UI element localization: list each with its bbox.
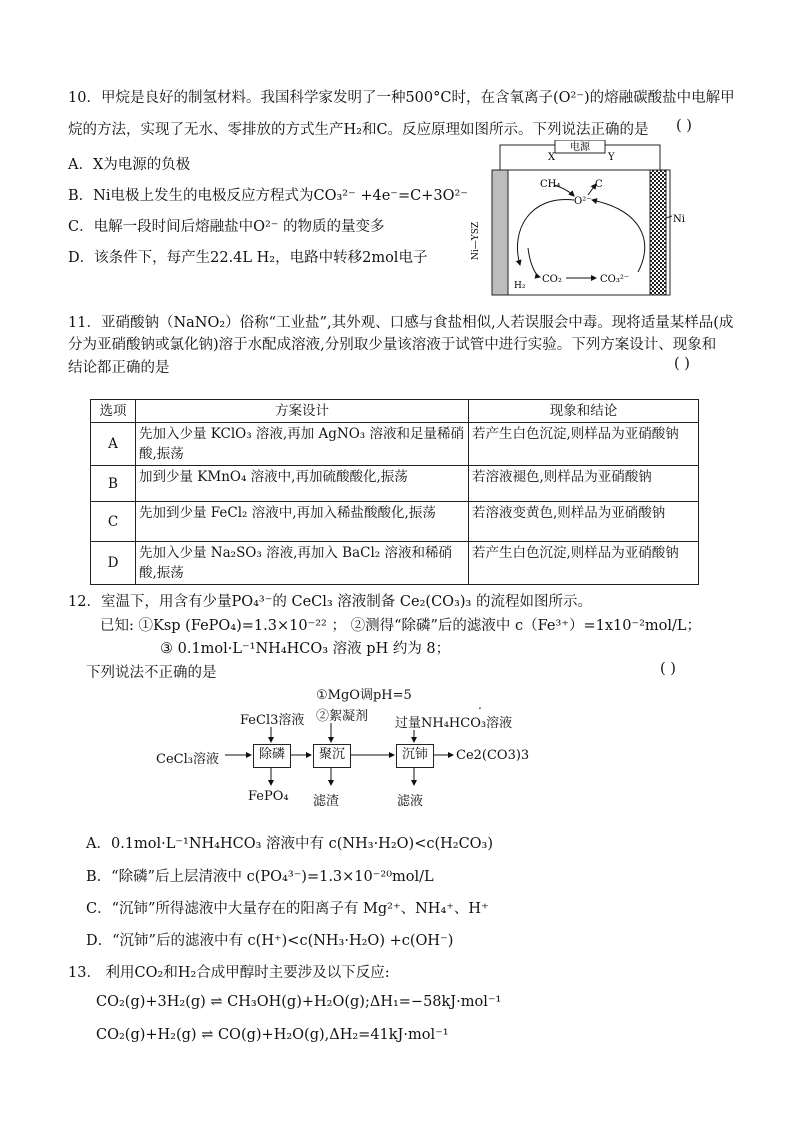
- flow-reagent2a: ①MgO调pH=5: [316, 688, 412, 703]
- left-electrode-label: Ni—YSZ: [471, 221, 481, 260]
- species-h2: H₂: [514, 281, 526, 291]
- row-result: 若产生白色沉淀,则样品为亚硝酸钠: [469, 423, 699, 466]
- row-option: A: [91, 423, 136, 466]
- q12-option-a: A．0.1mol·L⁻¹NH₄HCO₃ 溶液中有 c(NH₃·H₂O)<c(H₂CO₃): [86, 836, 494, 852]
- flow-dot: .: [478, 698, 482, 712]
- q12-stem: 12．室温下，用含有少量PO₄³⁻的 CeCl₃ 溶液制备 Ce₂(CO₃)₃ 的流程如图所示。: [68, 594, 592, 610]
- q13-equation-1: CO₂(g)+3H₂(g) ⇌ CH₃OH(g)+H₂O(g);ΔH₁=−58kJ·mol⁻¹: [96, 994, 502, 1010]
- row-option: D: [91, 542, 136, 585]
- flow-start: CeCl₃溶液: [156, 752, 219, 767]
- q12-option-d: D．“沉铈”后的滤液中有 c(H⁺)<c(NH₃·H₂O) +c(OH⁻): [86, 933, 454, 949]
- table-row: [91, 502, 699, 542]
- flow-out1: FePO₄: [248, 789, 289, 804]
- q10-option-b: B．Ni电极上发生的电极反应方程式为CO₃²⁻ +4e⁻=C+3O²⁻: [68, 188, 468, 204]
- table-header-row: [91, 400, 699, 423]
- arrow-o-to-h2: [517, 200, 574, 265]
- q12-option-b: B．“除磷”后上层清液中 c(PO₄³⁻)=1.3×10⁻²⁰mol/L: [86, 869, 434, 885]
- row-option: B: [91, 466, 136, 502]
- flow-step-dephosphorization: 除磷: [253, 744, 291, 768]
- q11-options-table: [90, 399, 699, 585]
- row-design: 先加到少量 FeCl₂ 溶液中,再加入稀盐酸酸化,振荡: [136, 502, 469, 542]
- q10-option-d: D．该条件下，每产生22.4L H₂，电路中转移2mol电子: [68, 250, 428, 266]
- electrolysis-diagram: [470, 140, 695, 300]
- row-result: 若溶液变黄色,则样品为亚硝酸钠: [469, 502, 699, 542]
- q12-answer-paren: ( ): [660, 661, 676, 677]
- q12-option-c: C．“沉铈”所得滤液中大量存在的阳离子有 Mg²⁺、NH₄⁺、H⁺: [86, 901, 489, 917]
- table-header-result: 现象和结论: [469, 400, 699, 423]
- flow-reagent1: FeCl3溶液: [240, 713, 305, 728]
- table-header-design: 方案设计: [136, 400, 469, 423]
- q10-answer-paren: ( ): [676, 118, 692, 134]
- species-co2: CO₂: [542, 274, 562, 285]
- species-co3: CO₃²⁻: [600, 274, 630, 285]
- flow-step-cerium-precipitation: 沉铈: [396, 744, 434, 768]
- row-option: C: [91, 502, 136, 542]
- ni-ysz-electrode: [492, 170, 508, 295]
- flow-out3: 滤液: [397, 794, 424, 809]
- arrow-to-co2: [528, 248, 540, 277]
- electrolyte-container: [492, 170, 670, 295]
- species-ch4: CH₄: [540, 179, 561, 190]
- row-design: 加到少量 KMnO₄ 溶液中,再加硫酸酸化,振荡: [136, 466, 469, 502]
- row-result: 若溶液褪色,则样品为亚硝酸钠: [469, 466, 699, 502]
- q10-option-c: C．电解一段时间后熔融盐中O²⁻ 的物质的量变多: [68, 219, 385, 235]
- table-row: [91, 423, 699, 466]
- q12-known-line1: 已知: ①Ksp (FePO₄)=1.3×10⁻²² ； ②测得“除磷”后的滤液中 c（Fe³⁺）=1x10⁻²mol/L；: [100, 618, 702, 634]
- flow-reagent2b: ②絮凝剂: [316, 709, 369, 724]
- q13-equation-2: CO₂(g)+H₂(g) ⇌ CO(g)+H₂O(g),ΔH₂=41kJ·mol⁻¹: [96, 1027, 449, 1043]
- flow-out2: 滤渣: [313, 794, 340, 809]
- power-source-label: 电源: [570, 142, 590, 153]
- table-row: [91, 542, 699, 585]
- q12-known-line2: ③ 0.1mol·L⁻¹NH₄HCO₃ 溶液 pH 约为 8；: [160, 641, 451, 657]
- ni-electrode: [650, 170, 666, 295]
- row-design: 先加入少量 KClO₃ 溶液,再加 AgNO₃ 溶液和足量稀硝酸,振荡: [136, 423, 469, 466]
- terminal-y-label: Y: [608, 152, 615, 163]
- species-o2-ion: O²⁻: [574, 196, 592, 207]
- flow-reagent3: 过量NH₄HCO₃溶液: [395, 716, 513, 731]
- table-header-option: 选项: [91, 400, 136, 423]
- q10-stem-line1: 10．甲烷是良好的制氢材料。我国科学家发明了一种500°C时，在含氧离子(O²⁻)的熔融碳酸盐中电解甲: [68, 90, 735, 106]
- table-row: [91, 466, 699, 502]
- terminal-x-label: X: [548, 152, 556, 163]
- species-c: C: [595, 179, 603, 190]
- row-result: 若产生白色沉淀,则样品为亚硝酸钠: [469, 542, 699, 585]
- q11-answer-paren: ( ): [674, 356, 690, 372]
- q11-stem-line3: 结论都正确的是: [68, 360, 170, 376]
- flow-step-coagulation: 聚沉: [313, 744, 351, 768]
- q13-stem: 13． 利用CO₂和H₂合成甲醇时主要涉及以下反应:: [68, 965, 390, 981]
- q11-stem-line1: 11．亚硝酸钠（NaNO₂）俗称“工业盐”,其外观、口感与食盐相似,人若误服会中毒。现将适量某样品(成: [68, 315, 734, 331]
- q10-option-a: A．X为电源的负极: [68, 157, 191, 173]
- arrow-co3-to-o: [592, 200, 645, 272]
- q11-stem-line2: 分为亚硝酸钠或氯化钠)溶于水配成溶液,分别取少量该溶液于试管中进行实验。下列方案设计、现象和: [68, 337, 717, 353]
- q12-question: 下列说法不正确的是: [86, 665, 217, 681]
- flow-product: Ce2(CO3)3: [456, 748, 530, 763]
- right-electrode-label: Ni: [673, 214, 685, 225]
- row-design: 先加入少量 Na₂SO₃ 溶液,再加入 BaCl₂ 溶液和稀硝酸,振荡: [136, 542, 469, 585]
- q10-stem-line2: 烷的方法，实现了无水、零排放的方式生产H₂和C。反应原理如图所示。下列说法正确的是: [68, 122, 649, 138]
